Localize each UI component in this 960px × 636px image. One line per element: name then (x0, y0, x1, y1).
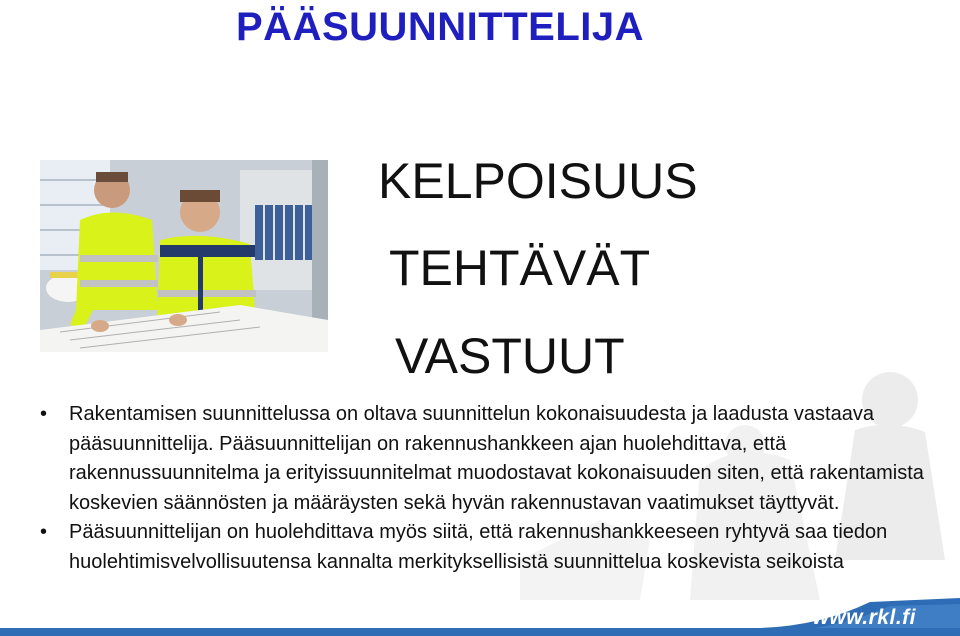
bullet-item (40, 518, 950, 577)
keyword-tehtavat: TEHTÄVÄT (389, 240, 651, 296)
keyword-kelpoisuus: KELPOISUUS (378, 153, 698, 209)
slide-title: PÄÄSUUNNITTELIJA (236, 5, 645, 49)
bullet-item (40, 400, 950, 518)
bullet-list (40, 400, 950, 577)
workers-photo (40, 160, 328, 352)
bullet-dot: • (40, 403, 48, 425)
bullet-text: Rakentamisen suunnittelussa on oltava suunnittelun kokonaisuudesta ja laadusta vastaava pääsuunnittelija. Pääsuunnittelijan on rakennushankkeen ajan huolehdittava, että rakennussuunnitelma ja erityissuunnitelmat muodostavat kokonaisuuden siten, että rakentamista koskevien säännösten ja määräysten sekä hyvän rakennustavan vaatimukset täyttyvät. (69, 403, 924, 514)
keyword-vastuut: VASTUUT (395, 328, 625, 384)
bullet-dot: • (40, 521, 48, 543)
footer-website: www.rkl.fi (812, 606, 916, 629)
bullet-text: Pääsuunnittelijan on huolehdittava myös siitä, että rakennushankkeeseen ryhtyvä saa tiedon huolehtimisvelvollisuutensa kannalta merkityksellisistä suunnittelua koskevista seikoista (69, 521, 888, 573)
